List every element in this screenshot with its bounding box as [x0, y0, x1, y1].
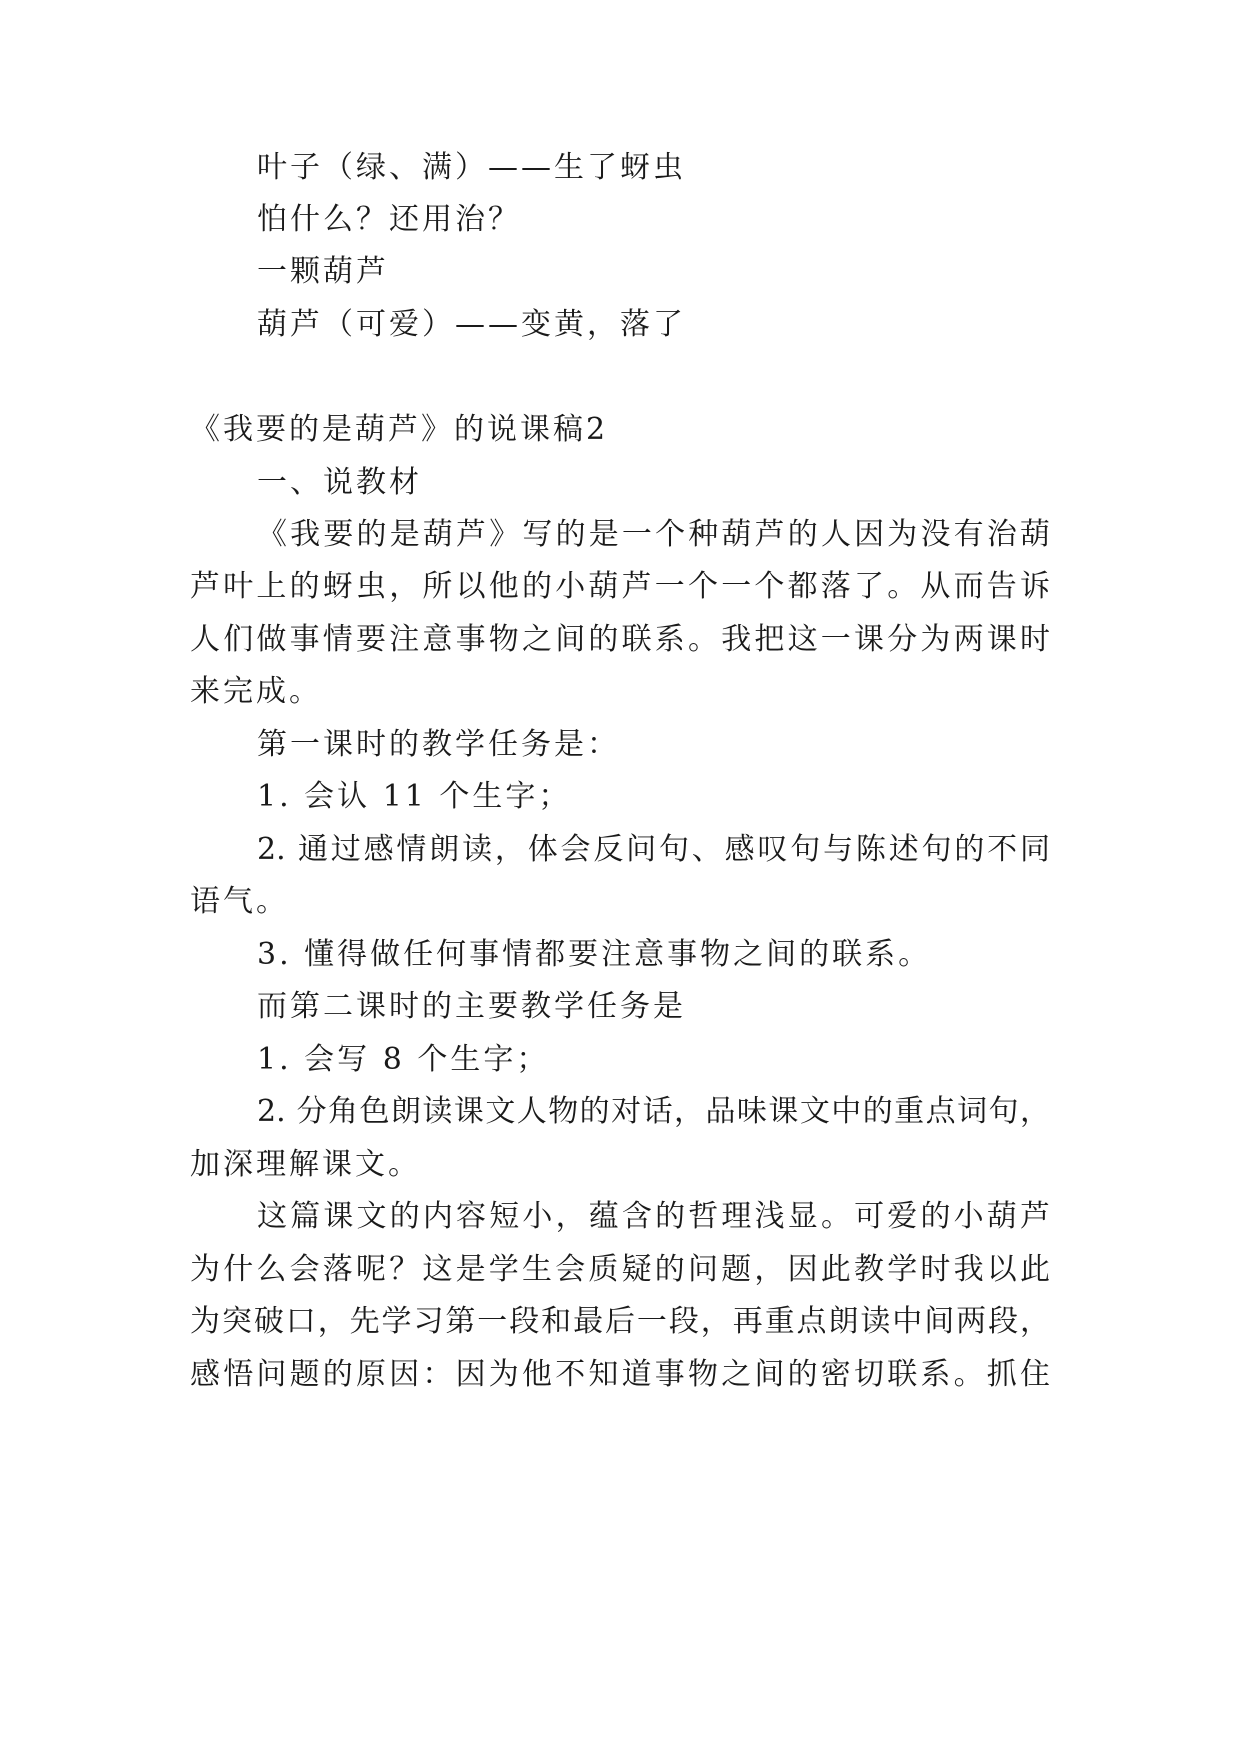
second-lesson-item-2-line-1: 2. 分角色朗读课文人物的对话，品味课文中的重点词句， — [257, 1094, 1050, 1129]
paragraph-1-line-1: 《我要的是葫芦》写的是一个种葫芦的人因为没有治葫 — [257, 517, 1050, 552]
paragraph-2-line-4: 感悟问题的原因：因为他不知道事物之间的密切联系。抓住 — [190, 1357, 1050, 1392]
paragraph-1-line-3: 人们做事情要注意事物之间的联系。我把这一课分为两课时 — [190, 622, 1050, 657]
paragraph-2-line-1: 这篇课文的内容短小，蕴含的哲理浅显。可爱的小葫芦 — [257, 1199, 1050, 1234]
outline-line-leaves: 叶子（绿、满）——生了蚜虫 — [257, 150, 686, 185]
outline-line-gourd: 一颗葫芦 — [257, 254, 389, 289]
first-lesson-item-2-line-1: 2. 通过感情朗读，体会反问句、感叹句与陈述句的不同 — [257, 832, 1050, 867]
first-lesson-item-2-line-2: 语气。 — [190, 884, 289, 919]
first-lesson-item-3: 3. 懂得做任何事情都要注意事物之间的联系。 — [257, 937, 932, 972]
paragraph-2-line-2: 为什么会落呢？这是学生会质疑的问题，因此教学时我以此 — [190, 1252, 1050, 1287]
paragraph-2-line-3: 为突破口，先学习第一段和最后一段，再重点朗读中间两段， — [190, 1304, 1050, 1339]
first-lesson-intro: 第一课时的教学任务是： — [257, 727, 620, 762]
outline-line-gourd-falls: 葫芦（可爱）——变黄，落了 — [257, 307, 686, 342]
section-heading: 一、说教材 — [257, 465, 422, 500]
second-lesson-intro: 而第二课时的主要教学任务是 — [257, 989, 686, 1024]
first-lesson-item-1: 1. 会认 11 个生字； — [257, 779, 572, 814]
second-lesson-item-1: 1. 会写 8 个生字； — [257, 1042, 550, 1077]
paragraph-1-line-4: 来完成。 — [190, 674, 322, 709]
paragraph-1-line-2: 芦叶上的蚜虫，所以他的小葫芦一个一个都落了。从而告诉 — [190, 569, 1050, 604]
section-title: 《我要的是葫芦》的说课稿2 — [190, 412, 609, 447]
outline-line-question: 怕什么？还用治？ — [257, 202, 521, 237]
second-lesson-item-2-line-2: 加深理解课文。 — [190, 1147, 421, 1182]
